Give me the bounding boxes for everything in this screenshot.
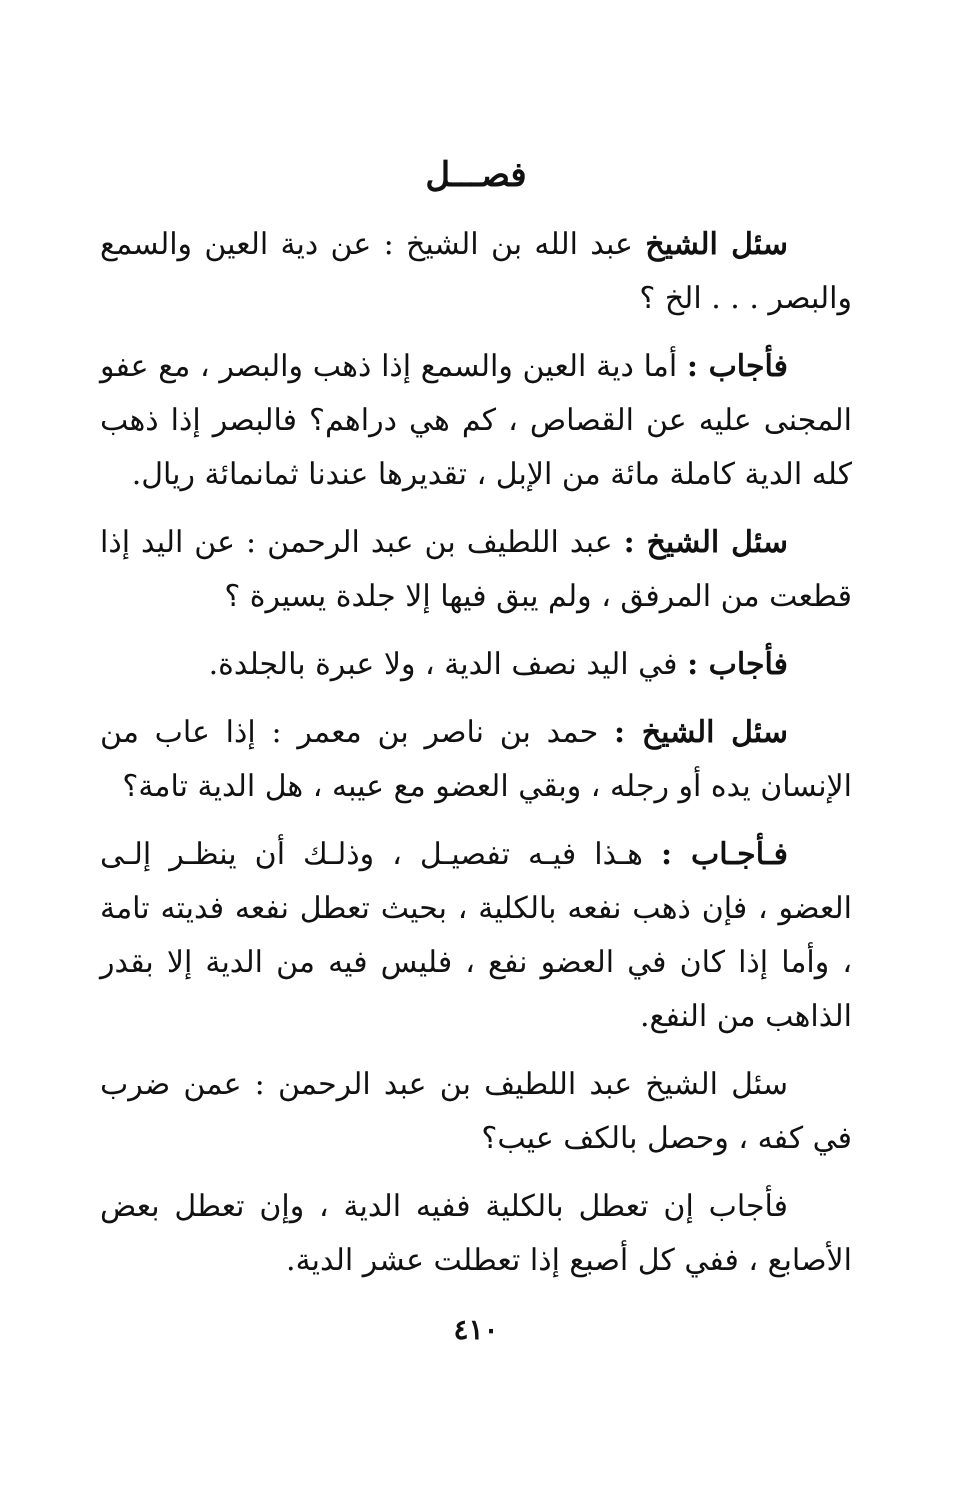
paragraph-2 bbox=[100, 340, 852, 502]
paragraph-lead: سئل الشيخ : bbox=[623, 525, 789, 560]
paragraph-3 bbox=[100, 516, 852, 624]
section-heading: فصـــل bbox=[425, 155, 527, 195]
paragraph-lead: فأجاب : bbox=[686, 349, 788, 384]
paragraph-6 bbox=[100, 828, 852, 1044]
paragraph-5 bbox=[100, 706, 852, 814]
paragraph-lead: سئل الشيخ bbox=[645, 227, 788, 262]
paragraph-1 bbox=[100, 218, 852, 326]
paragraph-lead: فأجاب : bbox=[687, 647, 788, 682]
paragraph-text: فأجاب إن تعطل بالكلية ففيه الدية ، وإن تعطل بعض الأصابع ، ففي كل أصبع إذا تعطلت عشر الدية. bbox=[100, 1189, 852, 1278]
paragraph-lead: فـأجـاب : bbox=[661, 837, 788, 872]
book-page bbox=[100, 150, 852, 1350]
paragraph-text: عبد اللطيف بن عبد الرحمن : عن اليد إذا قطعت من المرفق ، ولم يبق فيها إلا جلدة يسيرة ؟ bbox=[100, 525, 852, 614]
paragraph-text: أما دية العين والسمع إذا ذهب والبصر ، مع عفو المجنى عليه عن القصاص ، كم هي دراهم؟ فالبصر إذا ذهب كله الدية كاملة مائة من الإبل ، تقديرها عندنا ثمانمائة ريال. bbox=[100, 349, 852, 492]
paragraph-4 bbox=[100, 638, 852, 692]
paragraph-8 bbox=[100, 1180, 852, 1288]
paragraph-text: حمد بن ناصر بن معمر : إذا عاب من الإنسان يده أو رجله ، وبقي العضو مع عيبه ، هل الدية تامة؟ bbox=[100, 715, 852, 804]
paragraph-text: في اليد نصف الدية ، ولا عبرة بالجلدة. bbox=[208, 647, 678, 682]
paragraph-text: هـذا فيـه تفصيـل ، وذلـك أن ينظـر إلـى العضو ، فإن ذهب نفعه بالكلية ، بحيث تعطل نفعه فديته تامة ، وأما إذا كان في العضو نفع ، فليس فيه من الدية إلا بقدر الذاهب من النفع. bbox=[100, 837, 852, 1034]
paragraph-lead: سئل الشيخ : bbox=[614, 715, 788, 750]
paragraph-text: عبد الله بن الشيخ : عن دية العين والسمع والبصر . . . الخ ؟ bbox=[100, 227, 852, 316]
paragraph-7 bbox=[100, 1058, 852, 1166]
page-number: ٤١٠ bbox=[453, 1313, 499, 1346]
paragraph-text: سئل الشيخ عبد اللطيف بن عبد الرحمن : عمن ضرب في كفه ، وحصل بالكف عيب؟ bbox=[100, 1067, 852, 1156]
